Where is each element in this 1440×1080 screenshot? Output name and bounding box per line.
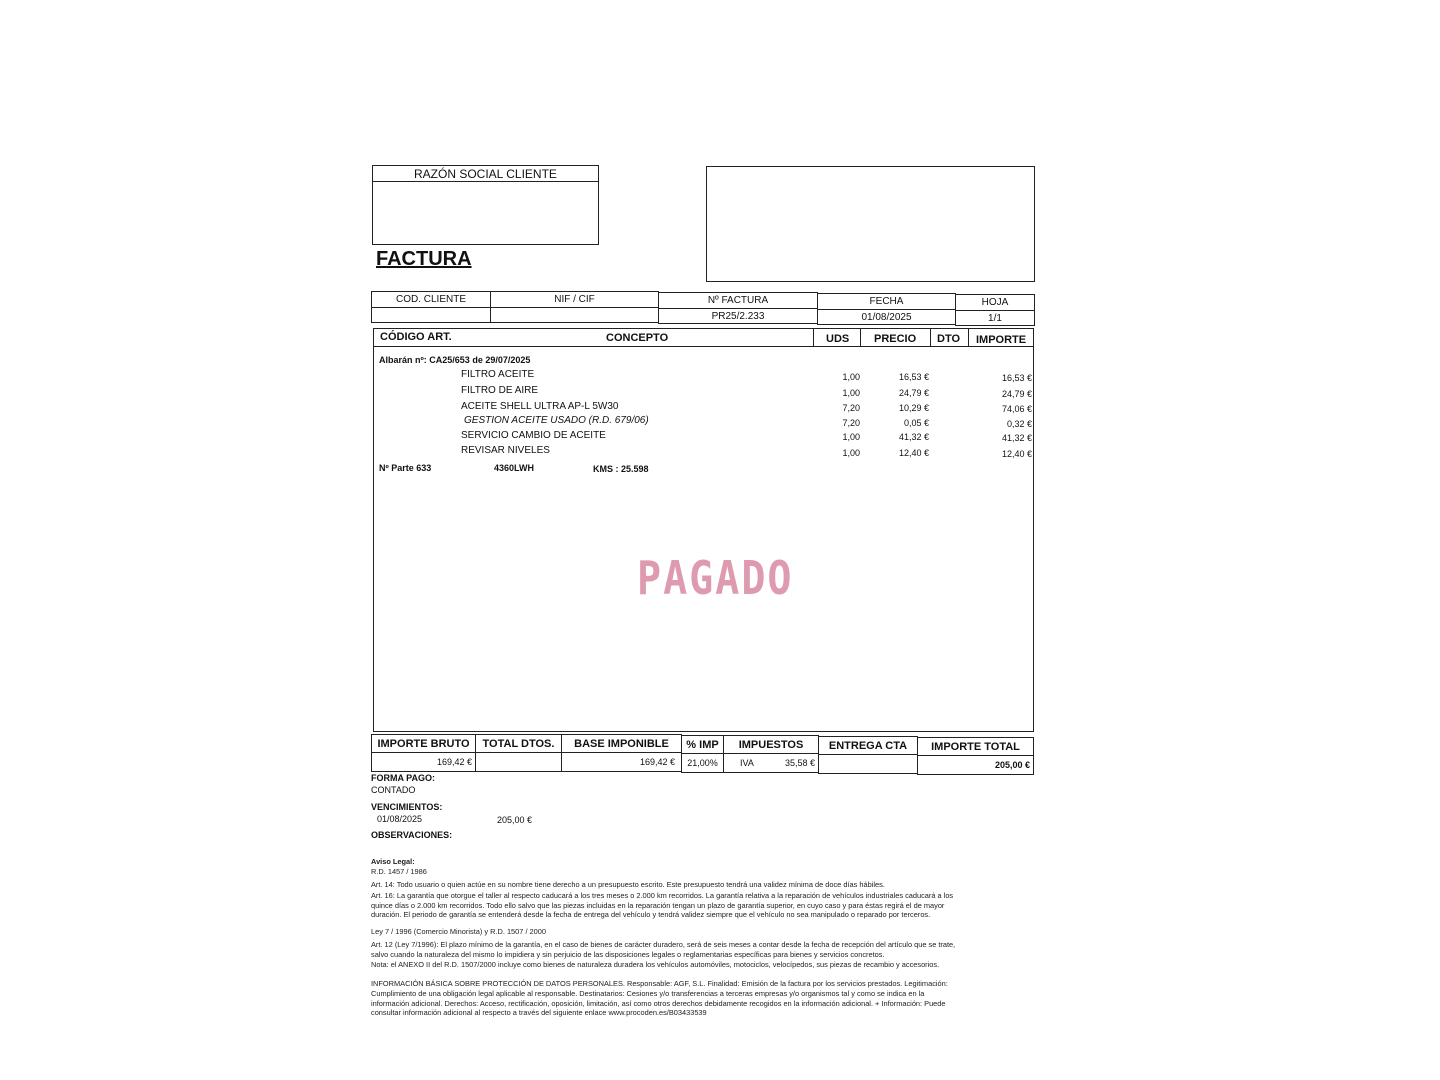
item-importe: 0,32 €	[1006, 419, 1032, 429]
impuestos-value: 35,58 €	[784, 758, 815, 768]
legal-info: información adicional. Derechos: Acceso, rectificación, oposición, limitación, así como otros derechos debidamente recogidos en la información adicional. + Información: Puede	[371, 999, 946, 1008]
importe-total-value: 205,00 €	[994, 760, 1030, 770]
legal-art16: quince días o 2.000 km recorridos. Todo ello salvo que las piezas incluidas en la reparación tengan un plazo de garantía superior, en cuyo caso y para éstas regirá el de mayor	[371, 901, 945, 910]
item-uds: 7,20	[842, 403, 860, 413]
items-header-dto: DTO	[937, 333, 961, 345]
observaciones-label: OBSERVACIONES:	[371, 830, 453, 840]
legal-art16: Art. 16: La garantía que otorgue el taller al respecto caducará a los tres meses o 2.000 km recorridos. La garantía relativa a la reparación de vehículos industriales caducará a los	[371, 891, 954, 900]
totals-value-base	[561, 752, 682, 772]
items-header-importe: IMPORTE	[976, 334, 1027, 346]
item-importe: 41,32 €	[1001, 433, 1032, 443]
item-precio: 24,79 €	[898, 388, 929, 398]
client-box-header-line	[372, 181, 599, 182]
aviso-legal-label: Aviso Legal:	[371, 857, 415, 866]
item-concepto: ACEITE SHELL ULTRA AP-L 5W30	[461, 401, 619, 412]
item-concepto: SERVICIO CAMBIO DE ACEITE	[461, 430, 606, 441]
item-concepto: FILTRO ACEITE	[461, 369, 535, 380]
item-importe: 16,53 €	[1001, 373, 1032, 383]
item-concepto: GESTION ACEITE USADO (R.D. 679/06)	[464, 415, 649, 426]
impuesto-tipo: IVA	[740, 758, 754, 768]
document-title: FACTURA	[376, 248, 472, 270]
item-precio: 41,32 €	[898, 432, 929, 442]
item-precio: 12,40 €	[898, 448, 929, 458]
info-value-hoja: 1/1	[955, 310, 1035, 326]
totals-value-impuestos	[723, 753, 819, 773]
vehicle-kms: KMS : 25.598	[593, 464, 649, 474]
items-col-divider	[813, 329, 814, 347]
totals-header-total: IMPORTE TOTAL	[917, 737, 1034, 756]
totals-value-dtos	[475, 752, 562, 772]
vencimiento-importe: 205,00 €	[497, 815, 533, 825]
totals-header-dtos: TOTAL DTOS.	[475, 734, 562, 753]
legal-art12: Art. 12 (Ley 7/1996): El plazo mínimo de la garantía, en el caso de bienes de carácter duradero, será de seis meses a contar desde la fecha de recepción del artículo que se trate,	[371, 940, 956, 949]
item-uds: 7,20	[842, 418, 860, 428]
parte-number: Nº Parte 633	[379, 463, 432, 473]
items-col-divider	[930, 329, 931, 347]
company-box	[706, 166, 1035, 282]
forma-pago-label: FORMA PAGO:	[371, 773, 435, 783]
vencimientos-label: VENCIMIENTOS:	[371, 802, 443, 812]
item-concepto: REVISAR NIVELES	[461, 445, 550, 456]
item-precio: 16,53 €	[898, 372, 929, 382]
legal-art16: duración. El periodo de garantía se entenderá desde la fecha de entrega del vehículo y tendrá validez siempre que el vehículo no sea manipulado o reparado por terceros.	[371, 910, 931, 919]
info-header-hoja: HOJA	[955, 294, 1035, 311]
items-header-uds: UDS	[826, 333, 850, 345]
info-value-nif	[490, 307, 659, 323]
totals-header-base: BASE IMPONIBLE	[561, 734, 682, 753]
item-importe: 24,79 €	[1001, 389, 1032, 399]
totals-value-bruto	[371, 752, 476, 772]
info-value-cod-cliente	[371, 307, 491, 323]
paid-stamp: PAGADO	[637, 552, 794, 606]
item-uds: 1,00	[842, 372, 860, 382]
legal-nota: Nota: el ANEXO II del R.D. 1507/2000 incluye como bienes de naturaleza duradera los vehículos automóviles, motociclos, velocípedos, sus piezas de recambio y accesorios.	[371, 960, 940, 969]
totals-header-impuestos: IMPUESTOS	[723, 735, 819, 754]
totals-value-total	[917, 755, 1034, 775]
item-importe: 74,06 €	[1001, 404, 1032, 414]
base-imponible-value: 169,42 €	[639, 757, 675, 767]
client-box-label: RAZÓN SOCIAL CLIENTE	[414, 167, 557, 181]
info-value-fecha: 01/08/2025	[817, 309, 956, 325]
forma-pago-value: CONTADO	[371, 785, 416, 795]
legal-info: Cumplimiento de una obligación legal aplicable al responsable. Destinatarios: Cesiones y/o transferencias a terceras empresas y/o organismos tal y como se indica en la	[371, 989, 925, 998]
items-col-divider	[968, 329, 969, 347]
legal-rd: R.D. 1457 / 1986	[371, 867, 427, 876]
legal-art14: Art. 14: Todo usuario o quien actúe en su nombre tiene derecho a un presupuesto escrito. Este presupuesto tendrá una validez mínima de doce días hábiles.	[371, 880, 885, 889]
item-precio: 10,29 €	[898, 403, 929, 413]
info-value-factura: PR25/2.233	[658, 308, 818, 324]
totals-header-pct: % IMP	[681, 735, 724, 754]
item-uds: 1,00	[842, 432, 860, 442]
item-uds: 1,00	[842, 388, 860, 398]
legal-info: consultar información adicional al respecto a través del siguiente enlace www.procoden.es/B03433539	[371, 1008, 707, 1017]
albaran-line: Albarán nº: CA25/653 de 29/07/2025	[379, 355, 531, 365]
item-precio: 0,05 €	[903, 418, 929, 428]
info-header-nif: NIF / CIF	[490, 291, 659, 308]
item-importe: 12,40 €	[1001, 449, 1032, 459]
item-concepto: FILTRO DE AIRE	[461, 385, 539, 396]
items-header-precio: PRECIO	[874, 333, 917, 345]
legal-ley: Ley 7 / 1996 (Comercio Minorista) y R.D. 1507 / 2000	[371, 927, 546, 936]
info-header-factura: Nº FACTURA	[658, 292, 818, 309]
item-uds: 1,00	[842, 448, 860, 458]
vencimiento-fecha: 01/08/2025	[377, 814, 423, 824]
items-header-line	[373, 346, 1034, 347]
importe-bruto-value: 169,42 €	[436, 757, 472, 767]
info-header-fecha: FECHA	[817, 293, 956, 310]
totals-header-bruto: IMPORTE BRUTO	[371, 734, 476, 753]
totals-value-pct: 21,00%	[681, 753, 724, 773]
items-col-divider	[860, 329, 861, 347]
items-header-codigo: CÓDIGO ART.	[380, 331, 452, 343]
items-header-concepto: CONCEPTO	[606, 332, 669, 344]
legal-info: INFORMACIÓN BÁSICA SOBRE PROTECCIÓN DE DATOS PERSONALES. Responsable: AGF, S.L. Finalidad: Emisión de la factura por los servicios prestados. Legitimación:	[371, 979, 948, 988]
totals-header-entrega: ENTREGA CTA	[818, 736, 918, 755]
info-header-cod-cliente: COD. CLIENTE	[371, 291, 491, 308]
totals-value-entrega	[818, 754, 918, 774]
vehicle-plate: 4360LWH	[494, 463, 535, 473]
legal-art12: salvo cuando la naturaleza del mismo lo impidiera y sin perjuicio de las disposiciones legales o reglamentarias específicas para bienes y servicios concretos.	[371, 950, 885, 959]
